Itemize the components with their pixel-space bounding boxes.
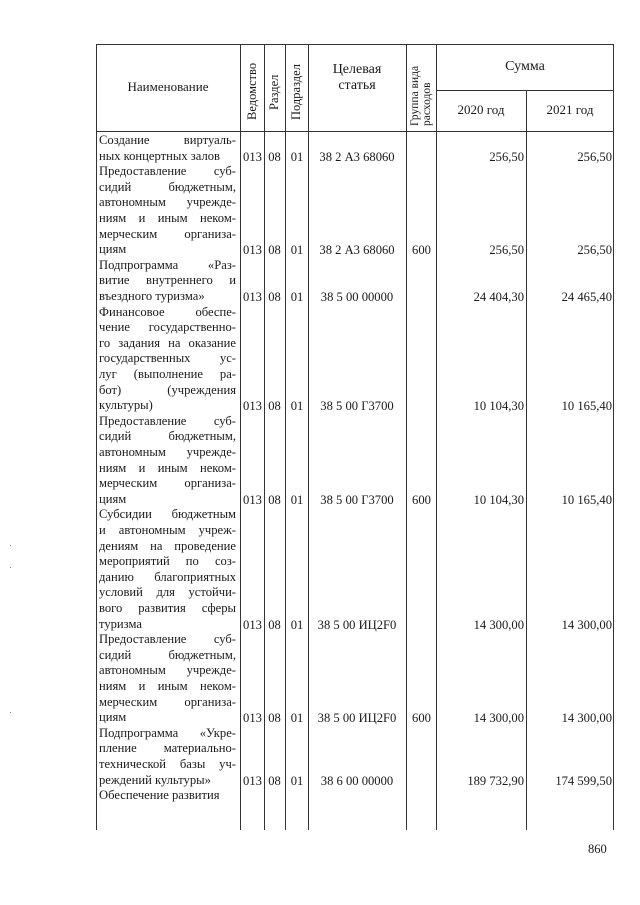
row-name-line: сидий бюджетным, [99, 429, 236, 444]
row-name [99, 726, 236, 788]
header-gruppa-line2: расходов [421, 82, 433, 126]
row-name-line: Предоставление суб- [99, 632, 236, 647]
header-tselevaya [312, 62, 402, 94]
row-name-line: данию благоприятных [99, 569, 236, 584]
header-gruppa-line1: Группа вида [409, 65, 421, 126]
row-gruppa: 600 [412, 243, 431, 258]
row-name-line: реждений культуры» [99, 772, 211, 787]
row-sum-2020: 24 404,30 [473, 290, 524, 304]
row-name-line: витие внутреннего и [99, 273, 236, 288]
row-name-line: сидий бюджетным, [99, 179, 236, 194]
row-sum-2021: 256,50 [577, 243, 612, 258]
row-podrazdel: 01 [290, 711, 304, 726]
row-razdel: 08 [268, 711, 281, 726]
row-name-line: мерческим организа- [99, 694, 236, 709]
row-tselevaya: 38 5 00 Г3700 [320, 492, 394, 507]
row-tselevaya: 38 5 00 ИЦ2F0 [317, 617, 397, 632]
row-name-line: мерческим организа- [99, 226, 236, 241]
row-podrazdel: 01 [290, 773, 304, 788]
row-vedomstvo: 013 [243, 149, 262, 164]
header-tselevaya-line1: Целевая [332, 62, 382, 77]
row-name [99, 133, 236, 164]
row-name [99, 632, 236, 726]
row-tselevaya: 38 2 А3 68060 [319, 149, 395, 164]
row-name-line: бот) (учреждения [99, 382, 236, 397]
row-sum-2020: 14 300,00 [473, 711, 524, 726]
row-vedomstvo: 013 [243, 773, 262, 788]
row-podrazdel: 01 [290, 243, 304, 258]
row-razdel: 08 [268, 290, 281, 304]
header-tselevaya-line2: статья [338, 78, 376, 93]
row-name-line: дениям на проведение [99, 538, 236, 553]
row-razdel: 08 [268, 617, 281, 632]
row-name-line: условий для устойчи- [99, 585, 236, 600]
page-number: 860 [588, 842, 607, 856]
row-name-line: автономным учрежде- [99, 195, 236, 210]
row-razdel: 08 [268, 149, 281, 164]
row-name-line: Обеспечение развития [99, 788, 220, 803]
row-razdel: 08 [268, 399, 281, 414]
row-podrazdel: 01 [290, 149, 304, 164]
row-sum-2020: 256,50 [489, 243, 524, 258]
row-sum-2020: 256,50 [489, 149, 524, 164]
header-rule [436, 90, 614, 91]
row-name-line: автономным учрежде- [99, 444, 236, 459]
row-name-line: автономным учрежде- [99, 663, 236, 678]
row-name-line: чение государственно- [99, 320, 236, 335]
row-name-line: циям [99, 491, 127, 506]
row-name [99, 258, 236, 305]
row-tselevaya: 38 2 А3 68060 [319, 243, 395, 258]
row-name-line: ниям и иным неком- [99, 210, 236, 225]
header-year-2020: 2020 год [457, 102, 505, 117]
header-razdel: Раздел [267, 74, 281, 110]
row-sum-2020: 14 300,00 [473, 617, 524, 632]
row-tselevaya: 38 5 00 ИЦ2F0 [317, 711, 397, 726]
scan-speck [10, 712, 11, 713]
row-name-line: мерческим организа- [99, 476, 236, 491]
row-name-line: ных концертных залов [99, 148, 220, 163]
row-name-line: въездного туризма» [99, 288, 205, 303]
row-sum-2021: 174 599,50 [555, 773, 612, 788]
header-gruppa [409, 66, 433, 126]
row-name-line: вого развития сферы [99, 600, 236, 615]
row-razdel: 08 [268, 492, 281, 507]
row-name-line: Предоставление суб- [99, 413, 236, 428]
row-tselevaya: 38 5 00 Г3700 [320, 399, 394, 414]
row-name-line: Субсидии бюджетным [99, 507, 236, 522]
row-name-line: Предоставление суб- [99, 164, 236, 179]
row-vedomstvo: 013 [243, 399, 262, 414]
header-podrazdel: Подраздел [289, 64, 303, 120]
row-podrazdel: 01 [290, 617, 304, 632]
row-name-line: циям [99, 242, 127, 257]
row-sum-2020: 10 104,30 [473, 492, 524, 507]
row-name-line: Подпрограмма «Укре- [99, 725, 236, 740]
row-sum-2021: 24 465,40 [561, 290, 612, 304]
row-name-line: луг (выполнение ра- [99, 366, 236, 381]
row-podrazdel: 01 [290, 290, 304, 304]
row-sum-2021: 10 165,40 [561, 492, 612, 507]
row-vedomstvo: 013 [243, 492, 262, 507]
row-sum-2020: 189 732,90 [467, 773, 524, 788]
row-name-line: го задания на оказание [99, 335, 236, 350]
row-name-line: ниям и иным неком- [99, 678, 236, 693]
row-name-line: Финансовое обеспе- [99, 304, 236, 319]
row-sum-2021: 256,50 [577, 149, 612, 164]
row-vedomstvo: 013 [243, 617, 262, 632]
row-name-line: циям [99, 710, 127, 725]
row-vedomstvo: 013 [243, 711, 262, 726]
header-year-2021: 2021 год [546, 102, 594, 117]
row-sum-2021: 14 300,00 [561, 711, 612, 726]
scan-speck [10, 545, 11, 546]
row-sum-2020: 10 104,30 [473, 399, 524, 414]
row-name-line: и автономным учреж- [99, 522, 236, 537]
row-vedomstvo: 013 [243, 290, 262, 304]
row-name [99, 788, 236, 804]
row-gruppa: 600 [412, 711, 431, 726]
scan-speck [10, 567, 11, 568]
row-sum-2021: 14 300,00 [561, 617, 612, 632]
row-name-line: пление материально- [99, 741, 236, 756]
header-vedomstvo: Ведомство [245, 62, 259, 120]
row-name [99, 164, 236, 258]
row-razdel: 08 [268, 773, 281, 788]
row-sum-2021: 10 165,40 [561, 399, 612, 414]
row-vedomstvo: 013 [243, 243, 262, 258]
row-name-line: технической базы уч- [99, 756, 236, 771]
row-tselevaya: 38 6 00 00000 [320, 773, 394, 788]
row-name-line: туризма [99, 616, 142, 631]
row-name-line: Создание виртуаль- [99, 133, 236, 147]
row-name-line: сидий бюджетным, [99, 647, 236, 662]
row-name-line: мероприятий по соз- [99, 554, 236, 569]
row-razdel: 08 [268, 243, 281, 258]
row-podrazdel: 01 [290, 399, 304, 414]
header-summa: Сумма [505, 59, 545, 74]
row-tselevaya: 38 5 00 00000 [320, 290, 394, 304]
row-gruppa: 600 [412, 492, 431, 507]
header-rule [96, 131, 614, 132]
row-name [99, 414, 236, 508]
row-name-line: Подпрограмма «Раз- [99, 257, 236, 272]
row-name [99, 507, 236, 632]
row-name-line: культуры) [99, 398, 153, 413]
row-podrazdel: 01 [290, 492, 304, 507]
row-name-line: государственных ус- [99, 351, 236, 366]
row-name [99, 305, 236, 414]
header-name: Наименование [127, 79, 209, 94]
row-name-line: ниям и иным неком- [99, 460, 236, 475]
